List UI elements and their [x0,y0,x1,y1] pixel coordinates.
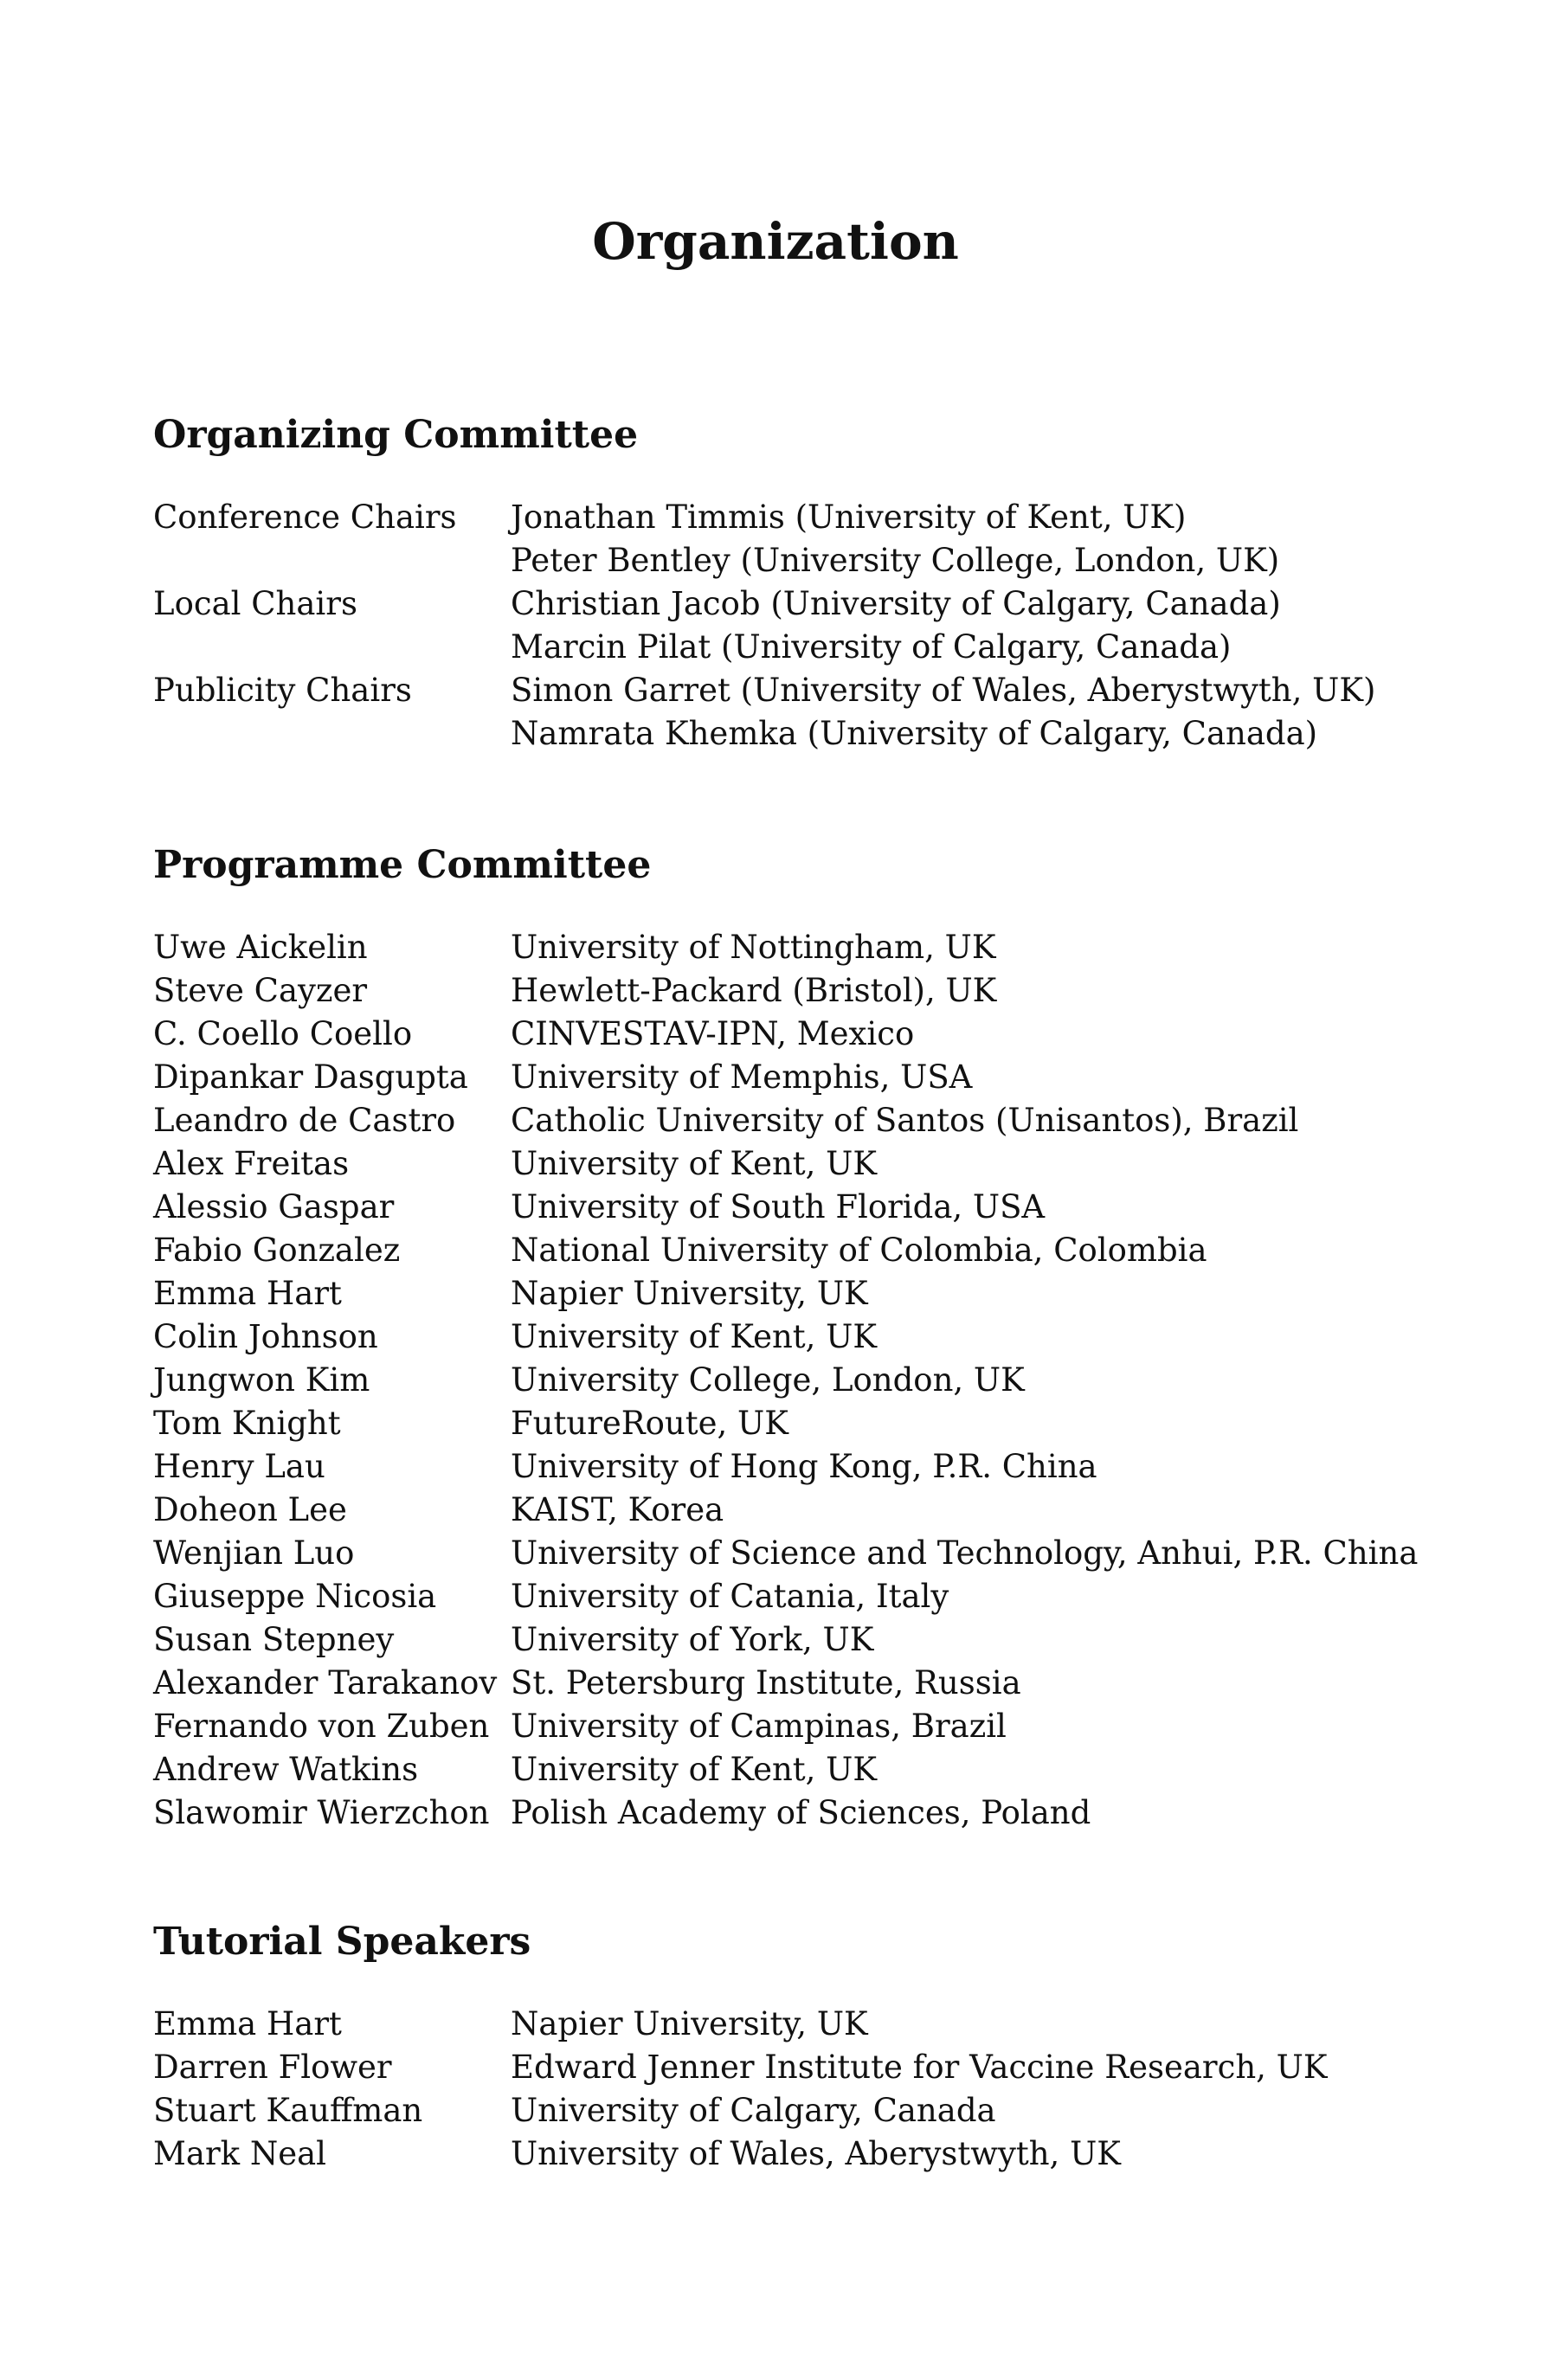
member-affiliation: University of Kent, UK [511,1318,878,1355]
speaker-row [153,2046,1408,2089]
tutorial-speakers-list [153,2003,1408,2176]
member-affiliation: University of Memphis, USA [511,1058,973,1096]
member-affiliation: University of Campinas, Brazil [511,1708,1007,1745]
member-affiliation: University of Hong Kong, P.R. China [511,1448,1097,1485]
member-affiliation: KAIST, Korea [511,1491,724,1528]
member-name: Fernando von Zuben [153,1708,490,1745]
member-affiliation: University of South Florida, USA [511,1188,1046,1225]
member-name: Emma Hart [153,1275,342,1312]
role-label: Conference Chairs [153,499,457,536]
speaker-affiliation: Edward Jenner Institute for Vaccine Research, UK [511,2049,1328,2086]
member-row [153,1359,1408,1402]
programme-committee-section [153,839,1419,1835]
member-affiliation: Napier University, UK [511,1275,868,1312]
member-affiliation: CINVESTAV-IPN, Mexico [511,1015,915,1052]
speaker-row [153,2003,1408,2046]
member-affiliation: University of Science and Technology, Anhui, P.R. China [511,1534,1419,1572]
member-row [153,1142,1408,1186]
organizing-committee-section [153,409,1408,756]
member-name: Dipankar Dasgupta [153,1058,468,1096]
member-affiliation: Hewlett-Packard (Bristol), UK [511,972,997,1009]
member-row [153,1013,1408,1056]
member-affiliation: Catholic University of Santos (Unisantos), Brazil [511,1102,1299,1139]
member-row [153,1575,1408,1618]
member-row [153,1748,1408,1791]
member-name: Steve Cayzer [153,972,368,1009]
member-affiliation: University of York, UK [511,1621,874,1658]
speaker-affiliation: Napier University, UK [511,2005,868,2042]
member-name: Alessio Gaspar [153,1188,395,1225]
member-name: Susan Stepney [153,1621,395,1658]
person-value: Simon Garret (University of Wales, Aberystwyth, UK) [511,672,1376,709]
person-value: Jonathan Timmis (University of Kent, UK) [511,499,1187,536]
speaker-row [153,2132,1408,2176]
member-row [153,1662,1408,1705]
member-affiliation: University of Catania, Italy [511,1578,949,1615]
member-affiliation: Polish Academy of Sciences, Poland [511,1794,1091,1831]
member-name: Henry Lau [153,1448,325,1485]
member-name: Doheon Lee [153,1491,347,1528]
member-name: Slawomir Wierzchon [153,1794,490,1831]
member-name: Andrew Watkins [153,1751,419,1788]
member-affiliation: University of Kent, UK [511,1751,878,1788]
member-name: Alexander Tarakanov [153,1664,498,1701]
person-value: Peter Bentley (University College, London, UK) [511,542,1280,579]
member-row [153,1229,1408,1272]
speaker-name: Emma Hart [153,2005,342,2042]
person-value: Marcin Pilat (University of Calgary, Canada) [511,628,1232,666]
organizing-row [153,626,1408,669]
organizing-row [153,712,1408,756]
member-row [153,1272,1408,1315]
member-row [153,1315,1408,1359]
person-value: Christian Jacob (University of Calgary, Canada) [511,585,1281,622]
member-row [153,1186,1408,1229]
speaker-row [153,2089,1408,2132]
tutorial-speakers-heading: Tutorial Speakers [153,1920,531,1964]
member-affiliation: University of Nottingham, UK [511,929,996,966]
organizing-committee-list [153,496,1408,756]
member-name: Giuseppe Nicosia [153,1578,437,1615]
speaker-affiliation: University of Wales, Aberystwyth, UK [511,2135,1121,2172]
member-name: Jungwon Kim [153,1361,370,1399]
member-affiliation: St. Petersburg Institute, Russia [511,1664,1021,1701]
member-row [153,1791,1408,1835]
member-name: Fabio Gonzalez [153,1232,401,1269]
member-affiliation: University of Kent, UK [511,1145,878,1182]
tutorial-speakers-section [153,1916,1408,2176]
member-row [153,1618,1408,1662]
organizing-row [153,539,1408,582]
member-name: Colin Johnson [153,1318,378,1355]
member-row [153,1402,1408,1445]
member-affiliation: National University of Colombia, Colombia [511,1232,1207,1269]
member-name: C. Coello Coello [153,1015,413,1052]
member-row [153,1705,1408,1748]
organizing-committee-heading: Organizing Committee [153,413,639,457]
member-name: Tom Knight [153,1405,341,1442]
member-name: Alex Freitas [153,1145,350,1182]
member-row [153,1056,1408,1099]
member-row [153,969,1408,1013]
member-name: Uwe Aickelin [153,929,368,966]
page-title: Organization [592,211,959,271]
member-row [153,926,1408,969]
member-name: Leandro de Castro [153,1102,456,1139]
organizing-row [153,496,1408,539]
organizing-row [153,669,1408,712]
speaker-affiliation: University of Calgary, Canada [511,2092,996,2129]
member-name: Wenjian Luo [153,1534,355,1572]
programme-committee-heading: Programme Committee [153,843,652,887]
member-row [153,1099,1408,1142]
role-label: Local Chairs [153,585,357,622]
member-row [153,1532,1419,1575]
member-affiliation: FutureRoute, UK [511,1405,788,1442]
member-row [153,1489,1408,1532]
speaker-name: Mark Neal [153,2135,326,2172]
speaker-name: Stuart Kauffman [153,2092,423,2129]
person-value: Namrata Khemka (University of Calgary, Canada) [511,715,1318,752]
organizing-row [153,582,1408,626]
member-row [153,1445,1408,1489]
speaker-name: Darren Flower [153,2049,392,2086]
programme-committee-list [153,926,1419,1835]
role-label: Publicity Chairs [153,672,412,709]
member-affiliation: University College, London, UK [511,1361,1025,1399]
